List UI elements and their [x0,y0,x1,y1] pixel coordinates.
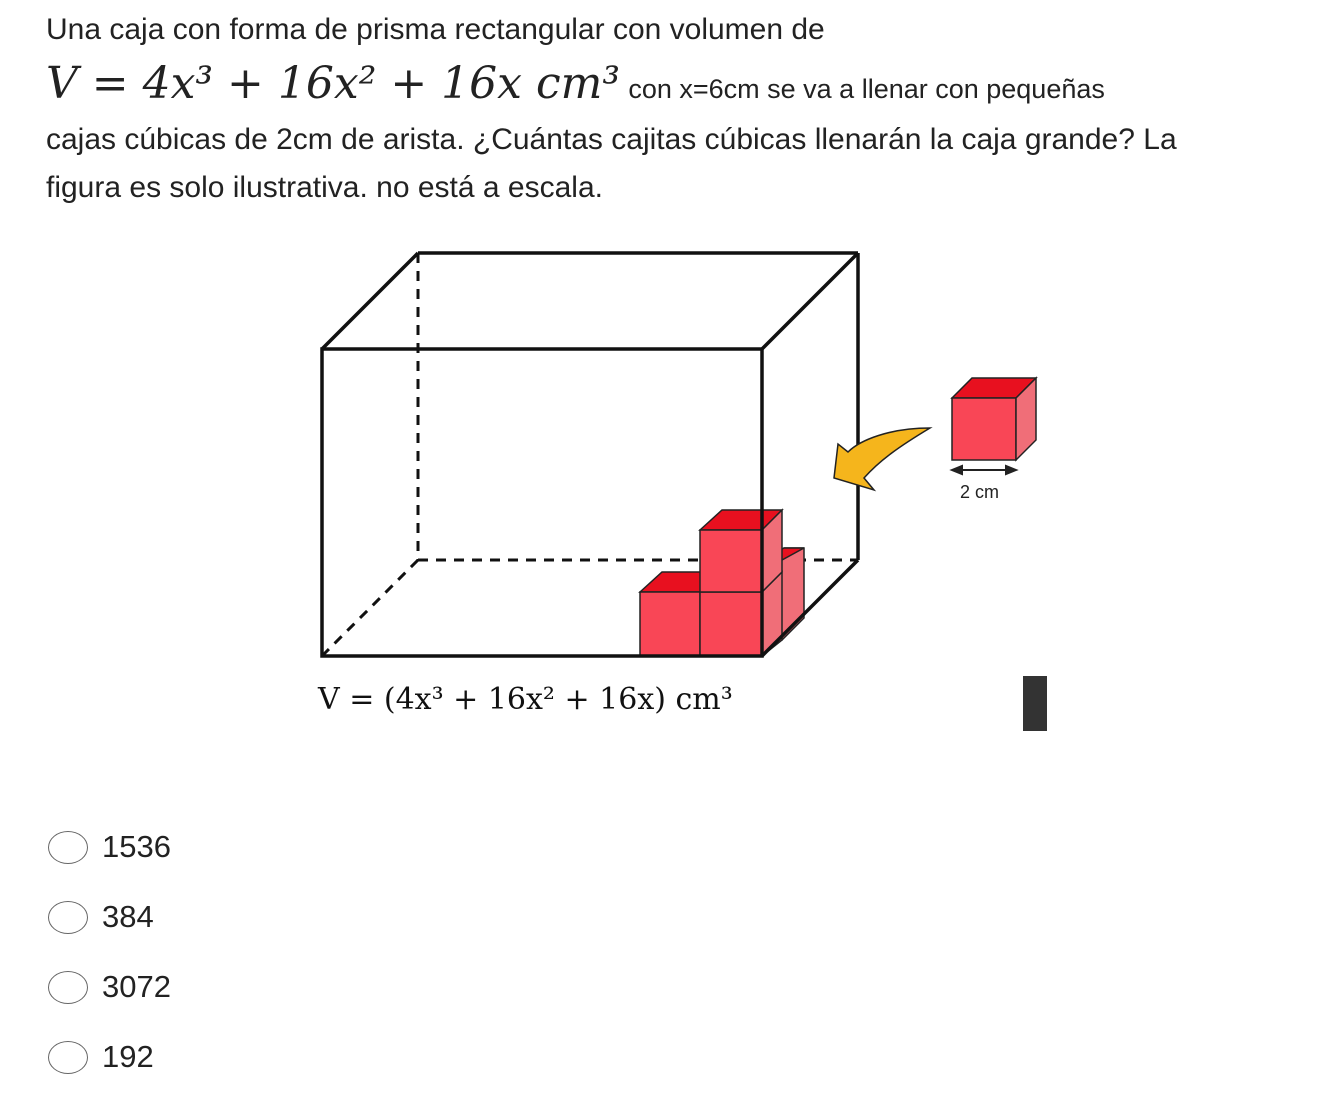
option-label: 192 [102,1039,154,1074]
question-line-4: figura es solo ilustrativa. no está a escala. [46,171,603,204]
option-1536[interactable] [48,812,171,882]
sample-cube [952,378,1036,460]
radio-button[interactable] [48,971,88,1004]
cube-edge-label: 2 cm [960,482,1000,502]
radio-button[interactable] [48,1041,88,1074]
question-line-2-rest: con x=6cm se va a llenar con pequeñas [628,74,1105,104]
figure-formula-caption: V = (4x³ + 16x² + 16x) cm³ [318,682,733,717]
option-label: 384 [102,899,154,934]
option-384[interactable] [48,882,171,952]
radio-button[interactable] [48,901,88,934]
volume-formula: V = 4x³ + 16x² + 16x cm³ [46,58,620,109]
edge-dimension-arrow [952,466,1016,474]
question-line-1: Una caja con forma de prisma rectangular con volumen de [46,13,825,46]
option-192[interactable] [48,1022,171,1092]
curved-arrow-icon [834,428,930,490]
option-3072[interactable] [48,952,171,1022]
text-cursor-block [1023,676,1047,731]
radio-button[interactable] [48,831,88,864]
option-label: 3072 [102,969,171,1004]
question-line-3: cajas cúbicas de 2cm de arista. ¿Cuántas cajitas cúbicas llenarán la caja grande? La [46,123,1177,156]
small-cubes-stack [640,510,804,656]
answer-options [48,812,171,1092]
option-label: 1536 [102,829,171,864]
